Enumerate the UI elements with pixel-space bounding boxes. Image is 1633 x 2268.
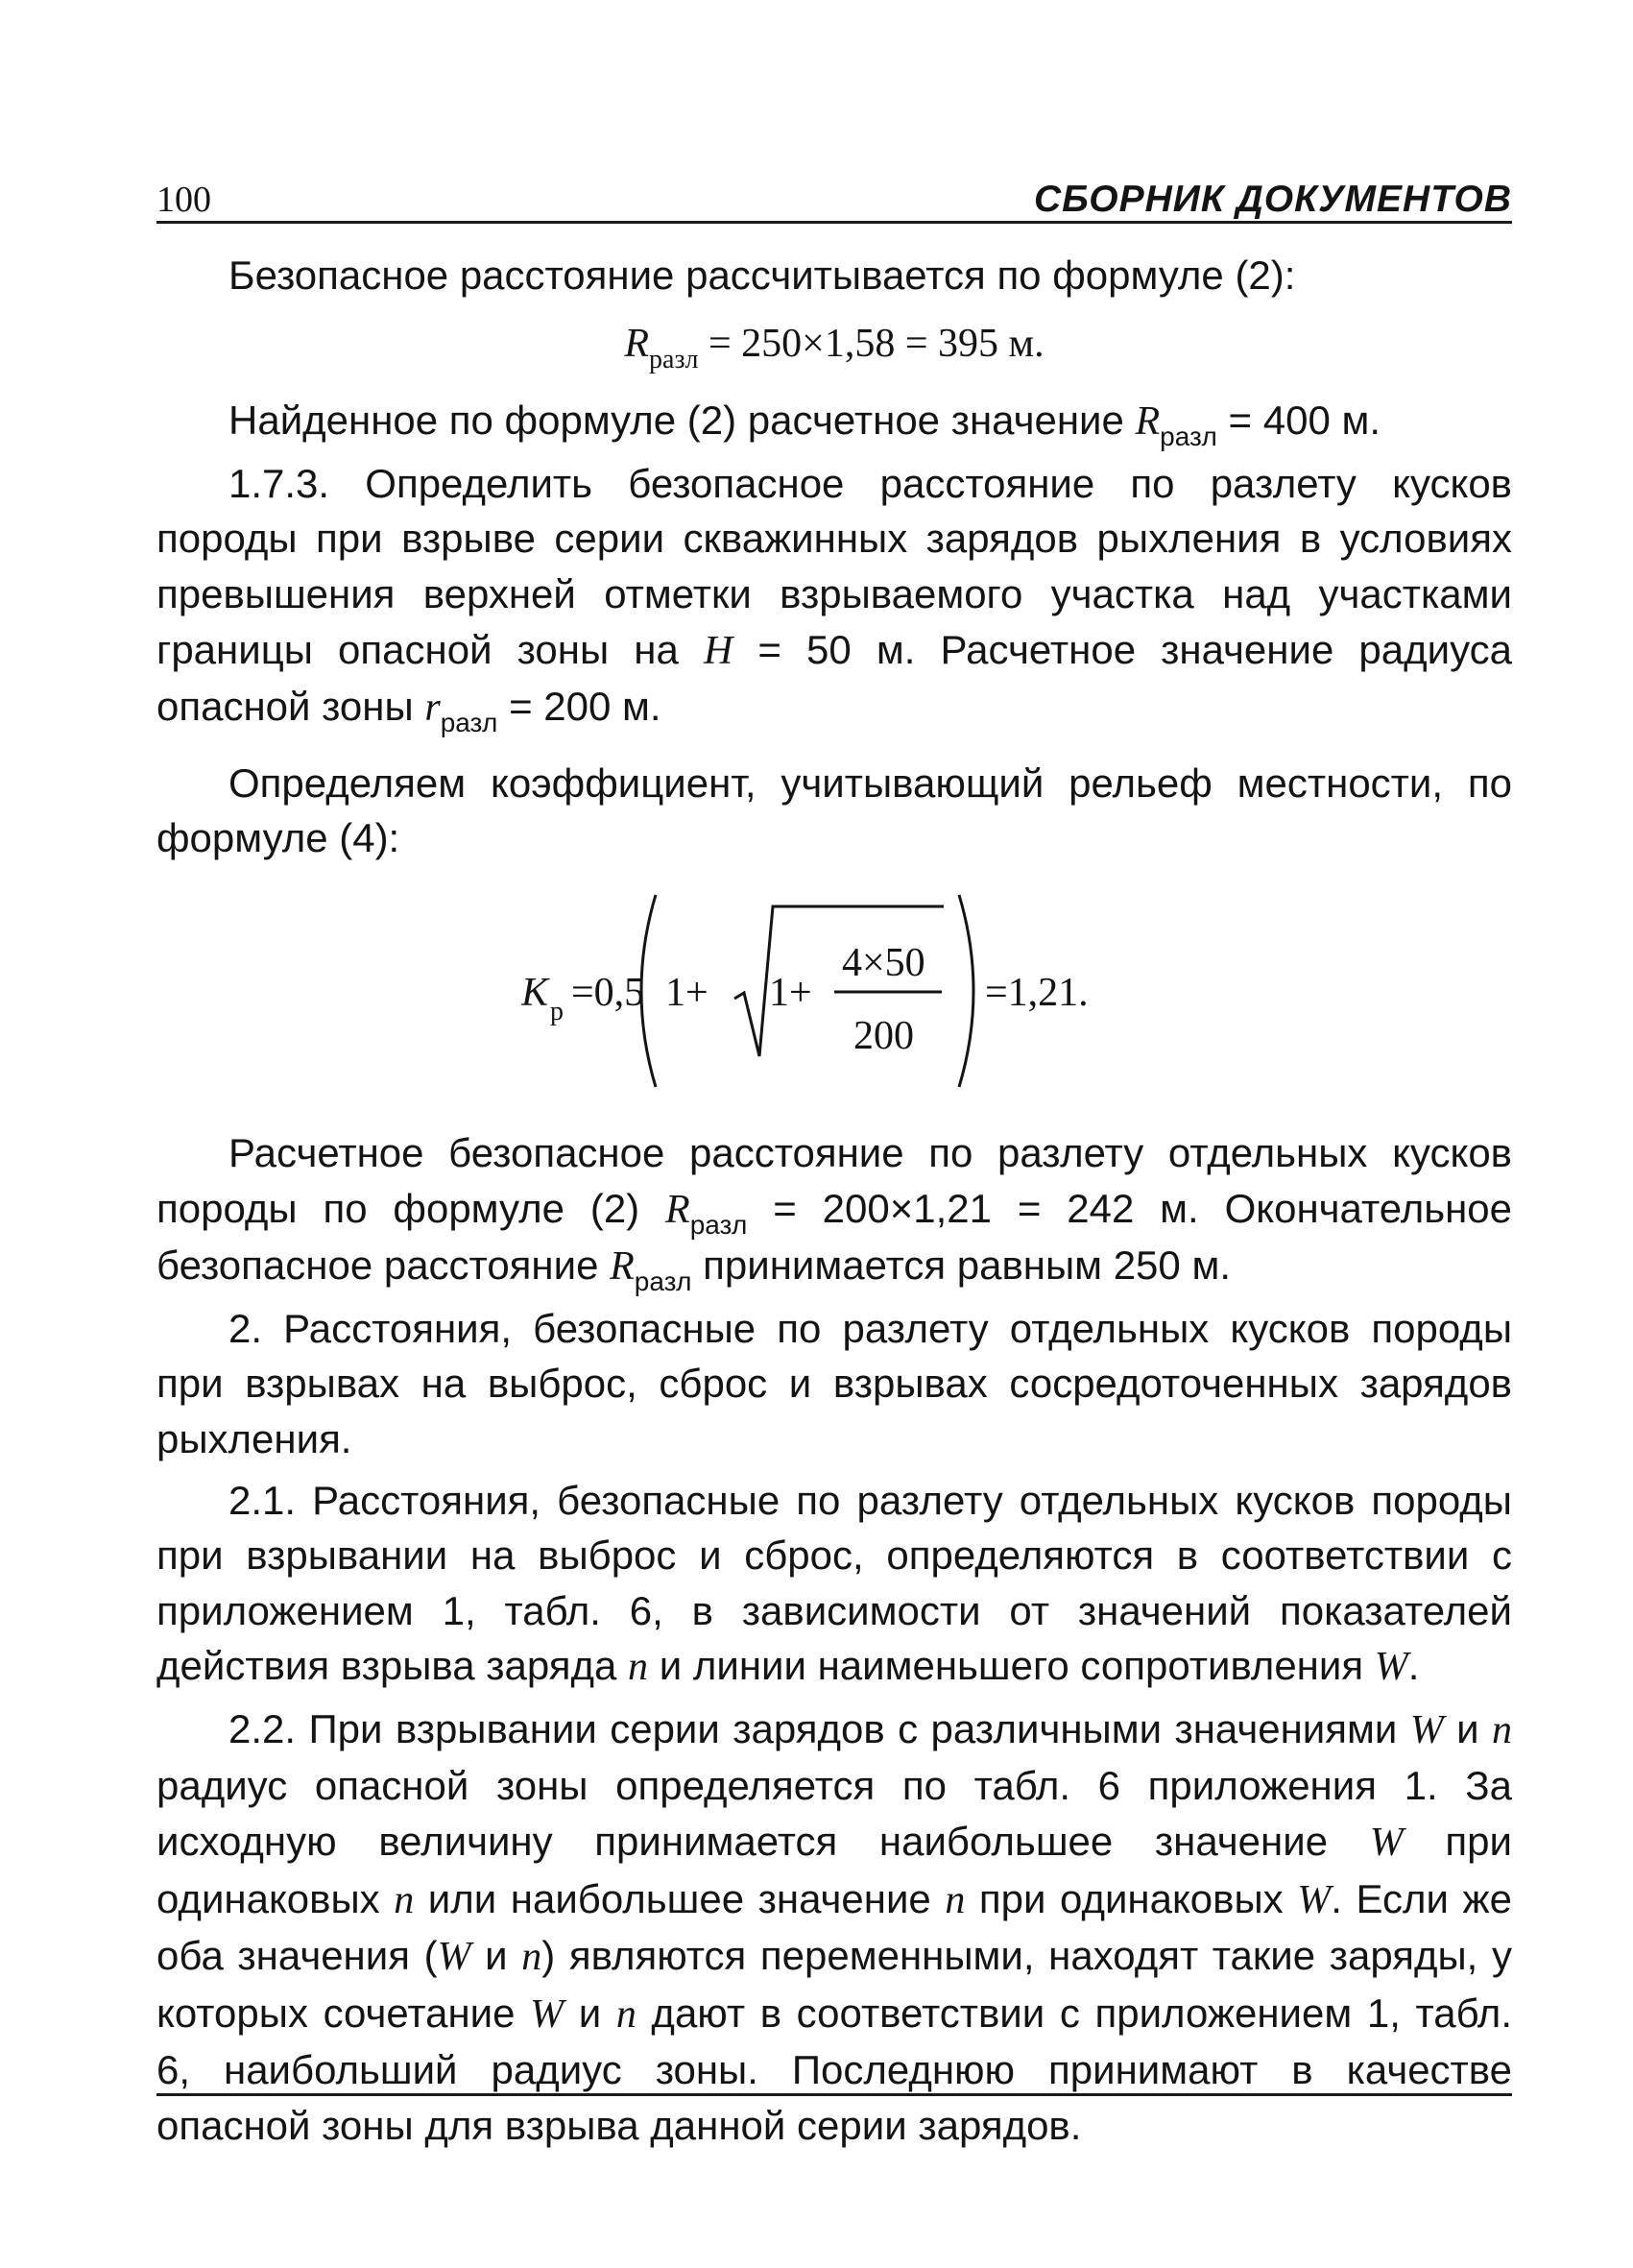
formula-2-result: =1,21.	[985, 970, 1089, 1015]
paragraph-3	[156, 456, 1512, 736]
footer-rule	[156, 2093, 1512, 2096]
var-n-3: n	[945, 1877, 966, 1922]
paragraph-8-f: при одинаковых	[965, 1875, 1298, 1921]
var-n-5: n	[615, 1991, 636, 2037]
formula-1	[156, 317, 1512, 373]
paragraph-5-sub1: разл	[689, 1209, 748, 1240]
formula-1-var: R	[624, 321, 650, 366]
var-r: r	[424, 686, 441, 731]
formula-2-lhs-sub: р	[550, 996, 564, 1026]
paragraph-2	[156, 393, 1512, 450]
paragraph-2-tail: = 400 м.	[1216, 398, 1381, 444]
page-number: 100	[156, 180, 211, 220]
paragraph-8-a: 2.2. При взрывании серии зарядов с различными значениями	[228, 1705, 1410, 1751]
paragraph-8	[156, 1701, 1512, 2154]
paragraph-8-b: и	[1443, 1705, 1492, 1751]
page-body	[156, 248, 1512, 2154]
var-h: H	[703, 628, 733, 673]
formula-2-numerator: 4×50	[842, 940, 925, 985]
paragraph-8-d: при одинаковых	[156, 1819, 1512, 1921]
paragraph-7	[156, 1473, 1512, 1696]
formula-1-sub: разл	[649, 344, 699, 374]
paragraph-8-k: дают в соответствии с приложением 1, табл. 6, наибольший радиус зоны. Последнюю принимают в качестве опасной зоны для взрыва данной серии зарядов.	[156, 1990, 1512, 2149]
paragraph-2-sub: разл	[1160, 422, 1217, 452]
paragraph-3-c: = 200 м.	[497, 684, 661, 730]
var-w-5: W	[530, 1991, 564, 2037]
paragraph-5-var1: R	[665, 1187, 690, 1232]
paragraph-8-i: ) являются переменными, находят такие заряды, у которых сочетание	[156, 1933, 1512, 2036]
paragraph-1: Безопасное расстояние рассчитывается по формуле (2):	[228, 253, 1296, 298]
formula-2-svg	[521, 885, 1251, 1097]
paragraph-7-b: и линии наименьшего сопротивления	[648, 1643, 1375, 1689]
paragraph-8-g: . Если же оба значения (	[156, 1875, 1512, 1979]
formula-2-denominator: 200	[853, 1013, 914, 1058]
paragraph-5-a: Расчетное безопасное расстояние по разлету отдельных кусков породы по формуле (2)	[156, 1129, 1512, 1231]
paragraph-8-e: или наибольшее значение	[414, 1875, 946, 1921]
formula-2-coef: =0,5	[571, 970, 645, 1015]
paragraph-5	[156, 1125, 1512, 1295]
paragraph-3-b: = 50 м. Расчетное значение радиуса опасной зоны	[156, 626, 1512, 730]
formula-2-one: 1+	[665, 970, 708, 1015]
var-w-2: W	[1369, 1821, 1404, 1866]
paragraph-2-text: Найденное по формуле (2) расчетное значение	[228, 398, 1136, 444]
paragraph-4: Определяем коэффициент, учитывающий рельеф местности, по формуле (4):	[156, 760, 1512, 861]
right-paren	[959, 895, 973, 1087]
paragraph-5-sub2: разл	[634, 1267, 692, 1297]
var-n: n	[628, 1645, 649, 1690]
paragraph-5-c: принимается равным 250 м.	[691, 1243, 1231, 1289]
var-w-4: W	[437, 1935, 471, 1980]
paragraph-8-j: и	[564, 1990, 616, 2036]
paragraph-8-h: и	[470, 1933, 522, 1979]
running-title: СБОРНИК ДОКУМЕНТОВ	[1034, 179, 1512, 220]
paragraph-5-b: = 200×1,21 = 242 м. Окончательное безопасное расстояние	[156, 1185, 1512, 1289]
var-w: W	[1374, 1645, 1408, 1690]
paragraph-8-c: радиус опасной зоны определяется по табл. 6 приложения 1. За исходную величину принимается наибольшее значение	[156, 1763, 1512, 1865]
var-n-4: n	[521, 1935, 542, 1980]
var-w-3: W	[1297, 1877, 1332, 1922]
paragraph-5-var2: R	[610, 1244, 635, 1290]
paragraph-2-var: R	[1135, 399, 1161, 445]
paragraph-7-c: .	[1407, 1643, 1420, 1689]
page-header	[156, 171, 1512, 224]
var-w-1: W	[1409, 1707, 1444, 1752]
formula-1-expr: = 250×1,58 = 395 м.	[708, 321, 1045, 366]
paragraph-6: 2. Расстояния, безопасные по разлету отдельных кусков породы при взрывах на выброс, сброс и взрывах сосредоточенных зарядов рыхления.	[156, 1305, 1512, 1461]
var-n-1: n	[1491, 1707, 1512, 1752]
formula-2	[156, 885, 1512, 1097]
paragraph-3-a: 1.7.3. Определить безопасное расстояние по разлету кусков породы при взрыве серии скважинных зарядов рыхления в условиях превышения верхней отметки взрываемого участка над участками границы опасной зоны на	[156, 460, 1512, 672]
var-n-2: n	[394, 1877, 415, 1922]
var-r-sub: разл	[440, 708, 498, 738]
formula-2-lhs-var: K	[521, 970, 549, 1015]
paragraph-7-a: 2.1. Расстояния, безопасные по разлету отдельных кусков породы при взрывании на выброс и сброс, определяются в соответствии с приложением 1, табл. 6, в зависимости от значений показателей действия взрыва заряда	[156, 1477, 1512, 1689]
formula-2-inner-one: 1+	[769, 970, 812, 1015]
